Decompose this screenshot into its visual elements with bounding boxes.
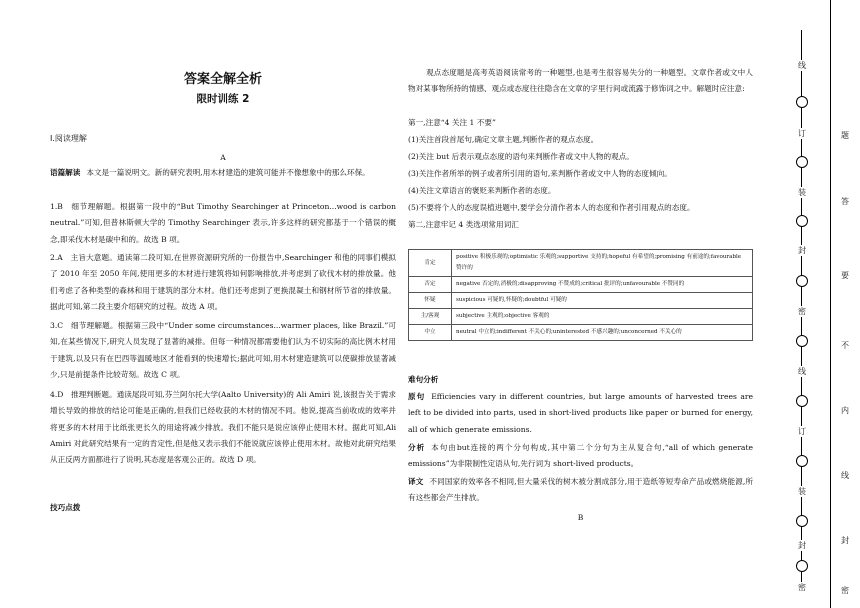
answer-4: 4.D 推理判断题。通读尾段可知,芬兰阿尔托大学(Aalto University)的 Ali Amiri 说,该报告关于需求增长导致的排放的结论可能是正确的,但我们已经收获的木材的情况不同。他说,提高当前收成的效率并将更多的木材用于比纸张更长久的用途将减少排放。我们不能只是说应该停止使用木材。据此可知,Ali Amiri 对此研究结果有一定的肯定性,但是他又表示我们不能说就应该停止使用木材。故他对此研究结果从正反两方面都进行了说明,其态度是客观公正的。故选 D 项。 <box>50 390 396 465</box>
binding-hole-icon <box>796 455 808 467</box>
section-heading: Ⅰ.阅读理解 <box>50 134 87 143</box>
words-cell: subjective 主观的;objective 客观的 <box>452 309 753 325</box>
binding-hole-icon <box>796 560 808 572</box>
original-sentence: 原句 Efficiencies vary in different countries, but large amounts of harvested trees are left to be divided into parts, used in short-lived products like paper or burned for energy, all of which generate emissions. <box>408 392 753 434</box>
point-5: (5)不要将个人的态度误植进题中,要学会分清作者本人的态度和作者引用观点的态度。 <box>408 203 695 212</box>
side-mark: 内 <box>838 405 852 416</box>
intro-paragraph <box>50 165 396 181</box>
words-cell: negative 否定的,消极的;disapproving 不赞成的;critical 批评的;unfavourable 不赞同的 <box>452 277 753 293</box>
words-cell: neutral 中立的;indifferent 不关心的;uninterested 不感兴趣的;unconcerned 不关心的 <box>452 325 753 341</box>
category-cell: 主/客观 <box>409 309 452 325</box>
binding-mark: 装 <box>793 187 811 198</box>
table-row <box>409 293 753 309</box>
answer-1: 1.B 细节理解题。根据第一段中的“But Timothy Searchinger at Princeton...wood is carbon neutral.”可知,但普林斯顿大学的 Timothy Searchinger 表示,许多这样的研究都基于一个错误的概念,即采伐木材是碳中和的。故选 B 项。 <box>50 202 396 244</box>
table-row <box>409 277 753 293</box>
table-row <box>409 325 753 341</box>
tips-heading: 技巧点拨 <box>50 503 81 512</box>
words-cell: positive 积极乐观的;optimistic 乐观的;supportive 支持的;hopeful 有希望的;promising 有前途的;favourable 赞许的 <box>452 250 753 277</box>
step-two: 第二,注意牢记 4 类选项常用词汇 <box>408 220 519 229</box>
step-one: 第一,注意“4 关注 1 不要” <box>408 118 496 127</box>
side-mark: 题 <box>838 130 852 141</box>
binding-hole-icon <box>796 156 808 168</box>
binding-mark: 订 <box>793 426 811 437</box>
category-cell: 中立 <box>409 325 452 341</box>
side-mark: 封 <box>838 535 852 546</box>
passage-letter-b: B <box>577 513 584 522</box>
words-cell: suspicious 可疑的,怀疑的;doubtful 可疑的 <box>452 293 753 309</box>
binding-margin <box>790 0 814 608</box>
point-3: (3)关注作者所举的例子或者所引用的语句,来判断作者或文中人物的态度倾向。 <box>408 169 672 178</box>
answer-3: 3.C 细节理解题。根据第三段中“Under some circumstances...warmer places, like Brazil.”可知,在某些情况下,研究人员发现了显著的减排。但每一种情况都需要他们认为不切实际的高比例木材用于建筑,以及只有在巴西等温暖地区才能看到的快速增长;据此可知,用木材建造建筑可以使碳排放显著减少,只是前提条件比较苛刻。故选 C 项。 <box>50 321 396 379</box>
binding-hole-icon <box>796 515 808 527</box>
intro-text: 本文是一篇说明文。新的研究表明,用木材建造的建筑可能并不像想象中的那么环保。 <box>86 168 370 177</box>
point-4: (4)关注文章语言的褒贬来判断作者的态度。 <box>408 186 556 195</box>
passage-letter-a: A <box>220 153 226 162</box>
side-mark: 不 <box>838 340 852 351</box>
binding-hole-icon <box>796 96 808 108</box>
point-2: (2)关注 but 后表示观点态度的语句来判断作者或文中人物的观点。 <box>408 152 634 161</box>
binding-hole-icon <box>796 395 808 407</box>
table-row <box>409 250 753 277</box>
binding-mark: 线 <box>793 366 811 377</box>
point-1: (1)关注首段首尾句,确定文章主题,判断作者的观点态度。 <box>408 135 599 144</box>
answer-2: 2.A 主旨大意题。通读第二段可知,在世界资源研究所的一份报告中,Searchinger 和他的同事们模拟了 2010 年至 2050 年间,使用更多的木材进行建筑将如何影响排放,并考虑到了砍伐木材的排放量。他们考虑了各种类型的森林和用于建筑的部分木材。他们还考虑到了更换混凝土和钢材所节省的排放量。据此可知,第二段主要介绍研究的过程。故选 A 项。 <box>50 253 396 311</box>
category-cell: 否定 <box>409 277 452 293</box>
tips-intro: 观点态度题是高考英语阅读常考的一种题型,也是考生很容易失分的一种题型。文章作者或文中人物对某事物所持的情感、观点或态度往往隐含在文章的字里行间或流露于修饰词之中。解题时应注意: <box>408 68 753 94</box>
table-row <box>409 309 753 325</box>
binding-mark: 装 <box>793 486 811 497</box>
side-mark: 要 <box>838 270 852 281</box>
category-cell: 怀疑 <box>409 293 452 309</box>
page-subtitle: 限时训练 2 <box>196 93 250 105</box>
sentence-analysis: 分析 本句由but连接的两个分句构成,其中第二个分句为主从复合句,“all of which generate emissions”为非限制性定语从句,先行词为 short-lived products。 <box>408 443 754 469</box>
binding-mark: 密 <box>793 582 811 593</box>
binding-hole-icon <box>796 335 808 347</box>
page-title: 答案全解全析 <box>183 72 262 87</box>
page-edge-line <box>830 0 831 608</box>
binding-mark: 密 <box>793 306 811 317</box>
translation: 译文 不同国家的效率各不相同,但大量采伐的树木被分割成部分,用于造纸等短寿命产品或燃烧能源,所有这些都会产生排放。 <box>408 477 753 503</box>
binding-mark: 封 <box>793 540 811 551</box>
binding-hole-icon <box>796 215 808 227</box>
side-mark: 线 <box>838 470 852 481</box>
binding-mark: 订 <box>793 128 811 139</box>
intro-label: 语篇解读 <box>50 168 81 177</box>
binding-mark: 线 <box>793 60 811 71</box>
side-mark: 密 <box>838 585 852 596</box>
binding-mark: 封 <box>793 245 811 256</box>
binding-hole-icon <box>796 275 808 287</box>
category-cell: 肯定 <box>409 250 452 277</box>
side-mark: 答 <box>838 196 852 207</box>
vocabulary-table <box>408 249 753 341</box>
analysis-heading: 难句分析 <box>408 375 439 384</box>
